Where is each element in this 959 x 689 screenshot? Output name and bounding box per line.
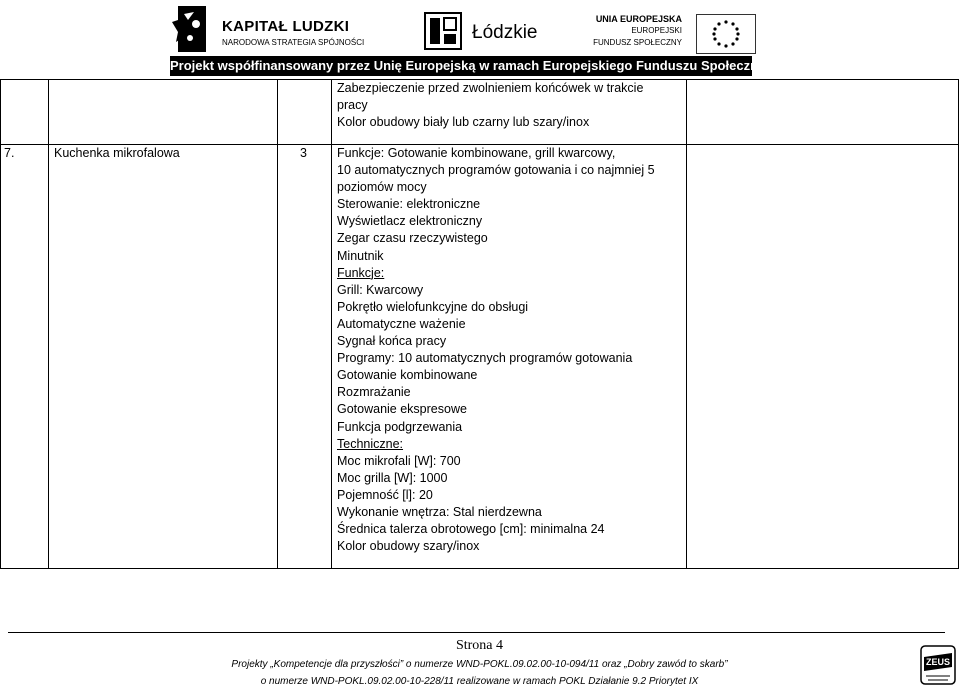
spec-line: Minutnik: [337, 248, 384, 263]
lodzkie-logo: [424, 12, 554, 52]
spec-line: Funkcje: Gotowanie kombinowane, grill kwarcowy,: [337, 146, 616, 160]
spec-line: Automatyczne ważenie: [337, 316, 466, 331]
table-col-divider-2: [277, 79, 278, 569]
spec-line: Programy: 10 automatycznych programów gotowania: [337, 351, 633, 366]
kapital-ludzki-flag-icon: [170, 4, 210, 54]
spec-line: Pojemność [l]: 20: [337, 487, 433, 502]
spec-line: Wyświetlacz elektroniczny: [337, 214, 483, 229]
eu-line-1: UNIA EUROPEJSKA: [595, 14, 682, 24]
footer-divider: [8, 632, 945, 633]
spec-line: Funkcja podgrzewania: [337, 419, 463, 434]
lodzkie-emblem-icon: [424, 12, 462, 50]
spec-line: Sygnał końca pracy: [337, 334, 447, 349]
table-col-divider-3: [331, 79, 332, 569]
lodzkie-name: Łódzkie: [472, 22, 538, 43]
spec-line: Gotowanie kombinowane: [337, 368, 478, 383]
footer-projects-line-2: o numerze WND-POKL.09.02.00-10-228/11 realizowane w ramach POKL Działanie 9.2 Priorytet IX: [260, 676, 699, 687]
table-col-divider-4: [686, 79, 687, 569]
kapital-ludzki-title: KAPITAŁ LUDZKI: [222, 18, 350, 35]
eu-line-2: EUROPEJSKI: [631, 26, 682, 35]
spec-line: Moc mikrofali [W]: 700: [337, 453, 461, 468]
spec-line: Wykonanie wnętrza: Stal nierdzewna: [337, 504, 542, 519]
table-border-left: [0, 79, 1, 569]
spec-line: Sterowanie: elektroniczne: [337, 197, 481, 212]
kapital-ludzki-logo: [170, 4, 370, 54]
table-bottom-border: [0, 568, 959, 569]
item-specification: [337, 145, 655, 555]
zeus-logo-icon: [920, 645, 956, 685]
spec-line: poziomów mocy: [337, 180, 427, 195]
specification-table: [0, 79, 959, 569]
prev-row-spec-line-1: Zabezpieczenie przed zwolnieniem końcówek w trakcie: [337, 81, 644, 95]
spec-section-heading: Funkcje:: [337, 265, 385, 280]
prev-row-spec-line-3: Kolor obudowy biały lub czarny lub szary/inox: [337, 115, 590, 129]
item-quantity: 3: [300, 146, 307, 160]
item-name: Kuchenka mikrofalowa: [54, 146, 180, 160]
row-number: 7.: [4, 146, 15, 160]
spec-line: 10 automatycznych programów gotowania i co najmniej 5: [337, 163, 655, 178]
prev-row-spec-line-2: pracy: [337, 98, 368, 112]
spec-section-heading: Techniczne:: [337, 436, 404, 451]
spec-line: Rozmrażanie: [337, 385, 411, 400]
spec-line: Grill: Kwarcowy: [337, 282, 424, 297]
spec-line: Kolor obudowy szary/inox: [337, 539, 480, 554]
zeus-badge-text: ZEUS: [925, 657, 951, 667]
kapital-ludzki-subtitle: NARODOWA STRATEGIA SPÓJNOŚCI: [222, 38, 365, 47]
page-number: Strona 4: [455, 638, 504, 653]
table-col-divider-1: [48, 79, 49, 569]
spec-line: Moc grilla [W]: 1000: [337, 470, 448, 485]
spec-line: Gotowanie ekspresowe: [337, 402, 467, 417]
header-logos: [0, 0, 959, 56]
spec-line: Pokrętło wielofunkcyjne do obsługi: [337, 299, 529, 314]
spec-line: Zegar czasu rzeczywistego: [337, 231, 488, 246]
eu-line-3: FUNDUSZ SPOŁECZNY: [593, 38, 682, 47]
spec-line: Średnica talerza obrotowego [cm]: minimalna 24: [337, 522, 605, 537]
eu-flag-icon: [696, 14, 756, 54]
eu-efs-logo: [593, 14, 772, 54]
cofinancing-banner: Projekt współfinansowany przez Unię Europejską w ramach Europejskiego Funduszu Społecznego: [170, 56, 752, 76]
footer-projects-line-1: Projekty „Kompetencje dla przyszłości” o numerze WND-POKL.09.02.00-10-094/11 oraz „Dobry zawód to skarb”: [231, 659, 728, 670]
